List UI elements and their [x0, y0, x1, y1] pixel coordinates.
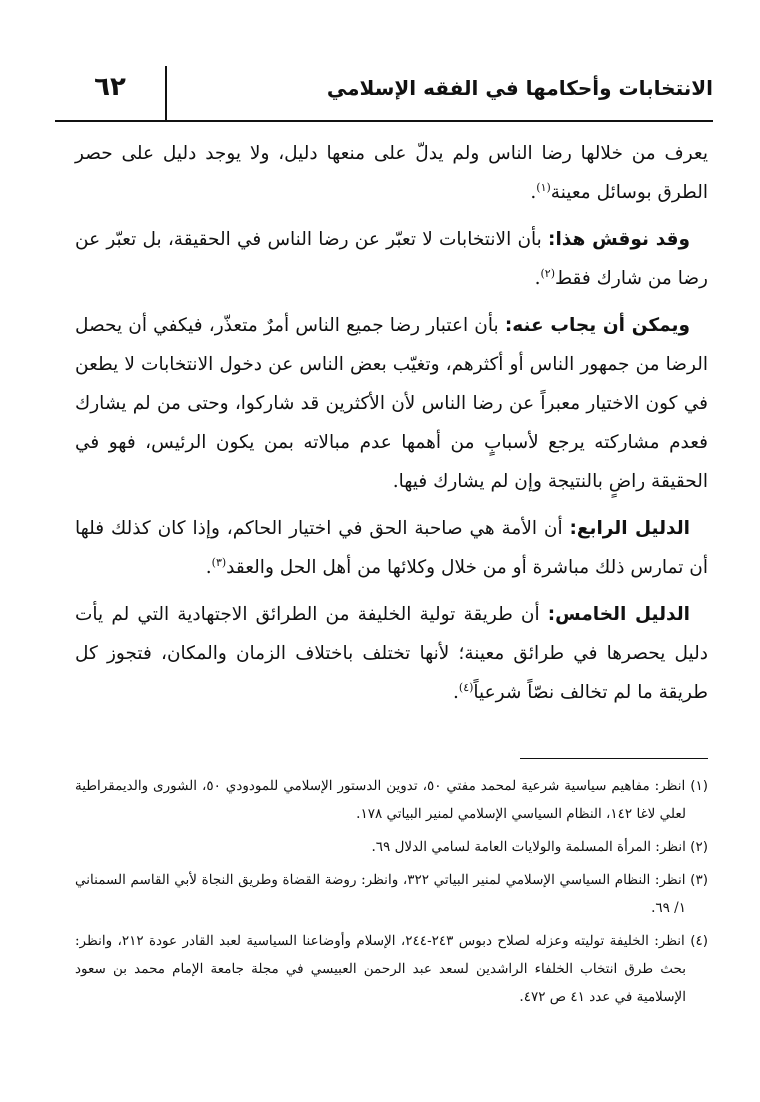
footnote-number: (١)	[690, 778, 709, 794]
footnote-4	[75, 927, 708, 1011]
paragraph-3	[75, 306, 708, 501]
footnote-text: انظر: الخليفة توليته وعزله لصلاح دبوس ٢٤٣-٢٤٤، الإسلام وأوضاعنا السياسية لعبد القادر عودة ٢١٢، وانظر: بحث طرق انتخاب الخلفاء الراشدين لسعد عبد الرحمن العبيسي في مجلة جامعة الإمام محمد بن سعود الإسلامية في عدد ٤١ ص ٤٧٢.	[75, 933, 686, 1005]
footnote-number: (٣)	[690, 872, 708, 888]
footnote-ref-2: (٢)	[540, 266, 555, 280]
footnote-number: (٢)	[690, 839, 708, 855]
paragraph-2	[75, 220, 708, 298]
paragraph-2-term: وقد نوقش هذا:	[548, 229, 690, 250]
footnote-1	[75, 772, 708, 828]
page-header	[55, 66, 713, 122]
footnote-3	[75, 866, 708, 922]
header-divider	[165, 66, 167, 120]
paragraph-5-term: الدليل الخامس:	[547, 604, 690, 625]
footnote-ref-4: (٤)	[458, 680, 474, 694]
running-title: الانتخابات وأحكامها في الفقه الإسلامي	[326, 76, 713, 100]
footnote-text: انظر: النظام السياسي الإسلامي لمنير البياتي ٣٢٢، وانظر: روضة القضاة وطريق النجاة لأبي القاسم السمناني ١/ ٦٩.	[75, 872, 686, 916]
paragraph-2-text: بأن الانتخابات لا تعبّر عن رضا الناس في الحقيقة، بل تعبّر عن رضا من شارك فقط	[75, 229, 708, 289]
paragraph-4	[75, 509, 708, 587]
footnote-text: انظر: المرأة المسلمة والولايات العامة لسامي الدلال ٦٩.	[371, 839, 686, 855]
paragraph-1-text: يعرف من خلالها رضا الناس ولم يدلّ على منعها دليل، ولا يوجد دليل على حصر الطرق بوسائل معينة	[75, 143, 708, 203]
paragraph-4-term: الدليل الرابع:	[569, 518, 690, 539]
footnote-ref-3: (٣)	[211, 555, 227, 569]
paragraph-5	[75, 595, 708, 712]
footnote-text: انظر: مفاهيم سياسية شرعية لمحمد مفتي ٥٠، تدوين الدستور الإسلامي للمودودي ٥٠، الشورى والديمقراطية لعلي لاغا ١٤٢، النظام السياسي الإسلامي لمنير البياتي ١٧٨.	[75, 778, 686, 822]
page-number: ٦٢	[94, 72, 126, 102]
paragraph-3-term: ويمكن أن يجاب عنه:	[504, 315, 690, 336]
paragraph-2-end: .	[534, 268, 541, 289]
footnote-separator	[520, 758, 708, 759]
paragraph-1-end: .	[530, 182, 537, 203]
paragraph-5-text: أن طريقة تولية الخليفة من الطرائق الاجتهادية التي لم يأت دليل يحصرها في طرائق معينة؛ لأنها تختلف باختلاف الزمان والمكان، فتجوز كل طريقة ما لم تخالف نصّاً شرعياً	[75, 604, 708, 703]
paragraph-3-text: بأن اعتبار رضا جميع الناس أمرٌ متعذّر، فيكفي أن يحصل الرضا من جمهور الناس أو أكثرهم، وتغيّب بعض الناس عن دخول الانتخابات لا يطعن في كون الاختيار معبراً عن رضا الناس لأن الأكثرين قد شاركوا، وحتى من لم يشارك فعدم مشاركته يرجع لأسبابٍ من أهمها عدم مبالاته بمن يكون الرئيس، فهو في الحقيقة راضٍ بالنتيجة وإن لم يشارك فيها.	[75, 315, 708, 492]
paragraph-1	[75, 134, 708, 212]
paragraph-5-end: .	[453, 682, 459, 703]
footnote-ref-1: (١)	[536, 180, 551, 194]
footnote-number: (٤)	[690, 933, 709, 949]
footnotes	[75, 772, 708, 1016]
paragraph-4-end: .	[205, 557, 212, 578]
paragraph-4-text: أن الأمة هي صاحبة الحق في اختيار الحاكم، وإذا كان كذلك فلها أن تمارس ذلك مباشرة أو من خلال وكلائها من أهل الحل والعقد	[75, 518, 708, 578]
main-text	[75, 134, 708, 720]
footnote-2	[75, 833, 708, 861]
